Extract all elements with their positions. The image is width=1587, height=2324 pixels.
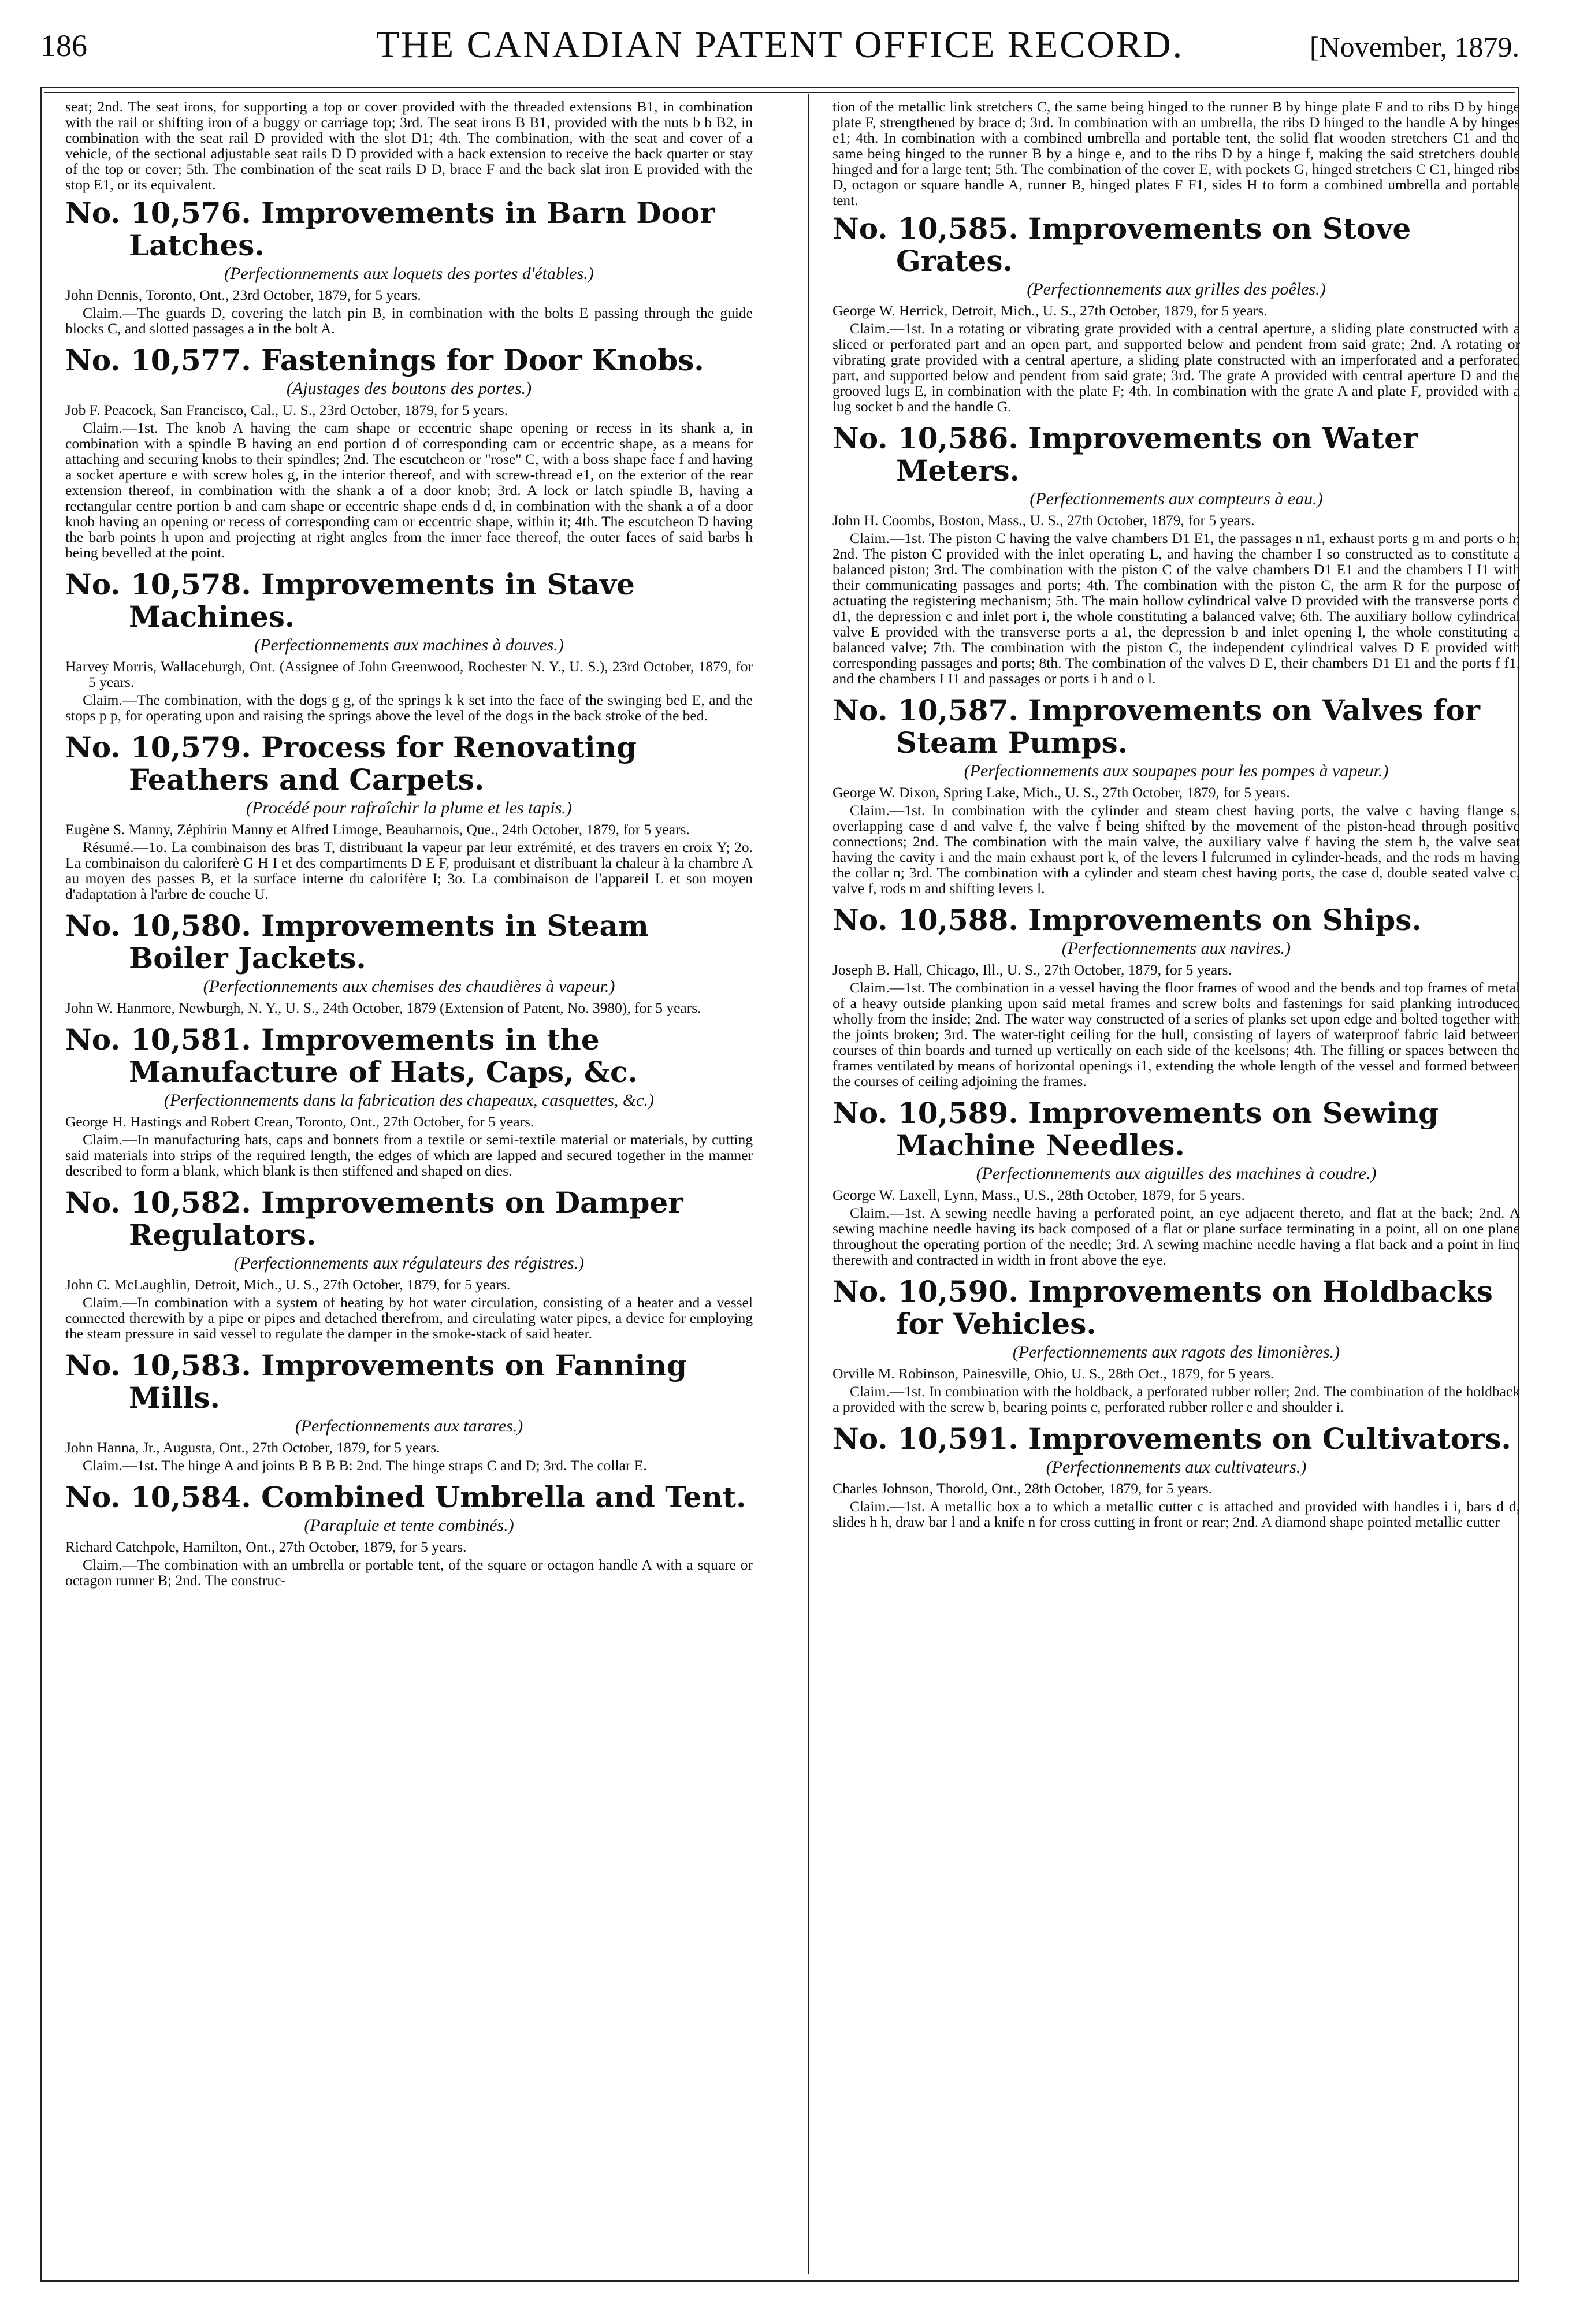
patent-entry: [65, 1349, 753, 1473]
patent-title: No. 10,587. Improvements on Valves for Steam Pumps.: [832, 693, 1481, 760]
patent-entry: [65, 197, 753, 336]
patent-french-title: (Parapluie et tente combinés.): [304, 1516, 514, 1535]
patent-byline: George H. Hastings and Robert Crean, Toronto, Ont., 27th October, for 5 years.: [65, 1113, 534, 1130]
issue-date: [November, 1879.: [1309, 31, 1519, 63]
patent-french-title: (Perfectionnements aux cultivateurs.): [1046, 1457, 1307, 1477]
patent-french-title: (Perfectionnements aux tarares.): [295, 1416, 523, 1436]
patent-french-title: (Perfectionnements aux chemises des chaudières à vapeur.): [203, 977, 615, 996]
patent-title: No. 10,581. Improvements in the Manufacture of Hats, Caps, &c.: [65, 1022, 638, 1089]
patent-byline: Joseph B. Hall, Chicago, Ill., U. S., 27th October, 1879, for 5 years.: [832, 961, 1232, 978]
patent-title: No. 10,585. Improvements on Stove Grates.: [832, 211, 1411, 278]
patent-claim: Claim.—1st. A metallic box a to which a metallic cutter c is attached and provided with handles i i, bars d d, slides h h, draw bar l and a knife n for cross cutting in front or rear; 2nd. A diamond shape pointed metallic cutter: [832, 1498, 1520, 1530]
patent-byline: George W. Herrick, Detroit, Mich., U. S., 27th October, 1879, for 5 years.: [832, 302, 1268, 319]
patent-french-title: (Perfectionnements aux grilles des poêles.): [1027, 280, 1326, 299]
patent-byline: John Hanna, Jr., Augusta, Ont., 27th October, 1879, for 5 years.: [65, 1439, 440, 1456]
patent-byline: John C. McLaughlin, Detroit, Mich., U. S., 27th October, 1879, for 5 years.: [65, 1276, 511, 1293]
patent-title: No. 10,589. Improvements on Sewing Machine Needles.: [832, 1096, 1439, 1162]
right-lead-paragraph: tion of the metallic link stretchers C, the same being hinged to the runner B by hinge plate F and to ribs D by hinge plate F, strengthened by brace d; 3rd. In combination with an umbrella, the ribs D hinged to the handle A by hinges e1; 4th. In combination with a combined umbrella and portable tent, the solid flat wooden stretchers C1 and the same being hinged to the runner B by a hinge e, and to the ribs D by a hinge f, making the said stretchers double hinged and for a large tent; 5th. The combination of the cover E, with pockets G, hinged stretchers C C1, hinged ribs D, octagon or square handle A, runner B, hinged plates F F1, sides H to form a combined umbrella and portable tent.: [832, 99, 1520, 209]
patent-byline: Eugène S. Manny, Zéphirin Manny et Alfred Limoge, Beauharnois, Que., 24th October, 1879, for 5 years.: [65, 821, 690, 838]
patent-title: No. 10,582. Improvements on Damper Regulators.: [65, 1185, 683, 1252]
left-column: [65, 99, 753, 1596]
patent-byline: George W. Dixon, Spring Lake, Mich., U. S., 27th October, 1879, for 5 years.: [832, 784, 1290, 801]
patent-claim: Claim.—The guards D, covering the latch pin B, in combination with the bolts E passing through the guide blocks C, and slotted passages a in the bolt A.: [65, 304, 753, 337]
patent-entry: [65, 344, 753, 560]
patent-french-title: (Ajustages des boutons des portes.): [286, 379, 532, 398]
patent-byline: John W. Hanmore, Newburgh, N. Y., U. S., 24th October, 1879 (Extension of Patent, No. 3980), for 5 years.: [65, 999, 701, 1016]
patent-entry: [65, 1481, 753, 1588]
patent-title: No. 10,586. Improvements on Water Meters.: [832, 421, 1418, 488]
patent-entry: [65, 731, 753, 902]
patent-entry: [832, 1276, 1520, 1415]
publication-title: THE CANADIAN PATENT OFFICE RECORD.: [376, 24, 1184, 66]
patent-entry: [65, 910, 753, 1016]
page-header: [40, 23, 1519, 75]
patent-title: No. 10,577. Fastenings for Door Knobs.: [65, 343, 704, 377]
patent-french-title: (Perfectionnements dans la fabrication des chapeaux, casquettes, &c.): [163, 1091, 655, 1110]
patent-byline: Richard Catchpole, Hamilton, Ont., 27th October, 1879, for 5 years.: [65, 1538, 467, 1555]
patent-claim: Claim.—The combination with an umbrella or portable tent, of the square or octagon handle A with a square or octagon runner B; 2nd. The construc-: [65, 1556, 753, 1589]
patent-entry: [832, 213, 1520, 414]
patent-entry: [832, 1097, 1520, 1267]
patent-entry: [832, 422, 1520, 686]
patent-title: No. 10,576. Improvements in Barn Door Latches.: [65, 196, 715, 262]
patent-french-title: (Procédé pour rafraîchir la plume et les tapis.): [246, 798, 572, 817]
patent-byline: Harvey Morris, Wallaceburgh, Ont. (Assignee of John Greenwood, Rochester N. Y., U. S.), 23rd October, 1879, for 5 years.: [65, 658, 753, 690]
left-lead-paragraph: seat; 2nd. The seat irons, for supporting a top or cover provided with the threaded extensions B1, in combination with the rail or shifting iron of a buggy or carriage top; 3rd. The seat irons B B1, provided with the nuts b b B2, in combination with the seat rail D provided with the slot D1; 4th. The combination, with the seat and cover of a vehicle, of the sectional adjustable seat rails D D provided with a back extension to receive the back quarter or stay of the top or cover; 5th. The combination of the seat rails D D, brace F and the back slat iron E provided with the stop E1, or its equivalent.: [65, 99, 753, 193]
patent-entry: [65, 568, 753, 723]
patent-claim: Claim.—1st. In combination with the cylinder and steam chest having ports, the valve c having flange s, overlapping case d and valve f, the valve f being shifted by the movement of the piston-head through positive connections; 2nd. The combination with the main valve, the auxiliary valve f having the stem h, the valve seat having the cavity i and the main exhaust port k, of the levers l fulcrumed in cylinder-heads, and the rods m having the collar n; 3rd. The combination with a cylinder and steam chest having ports, the case d, double seated valve c, valve f, rods m and shifting levers l.: [832, 802, 1520, 897]
patent-claim: Claim.—The combination, with the dogs g g, of the springs k k set into the face of the swinging bed E, and the stops p p, for operating upon and raising the springs above the level of the dogs in the back stroke of the bed.: [65, 691, 753, 724]
top-rule: [44, 92, 1515, 93]
patent-entry: [65, 1024, 753, 1178]
patent-byline: Charles Johnson, Thorold, Ont., 28th October, 1879, for 5 years.: [832, 1480, 1213, 1497]
patent-claim: Claim.—In manufacturing hats, caps and bonnets from a textile or semi-textile material or materials, by cutting said materials into strips of the required length, the edges of which are lapped and secured together in the manner described to form a blank, which blank is then stiffened and shaped on dies.: [65, 1131, 753, 1179]
patent-french-title: (Perfectionnements aux navires.): [1061, 939, 1291, 958]
patent-claim: Claim.—1st. A sewing needle having a perforated point, an eye adjacent thereto, and flat at the back; 2nd. A sewing machine needle having its back composed of a flat or plane surface terminating in a point, all on one plane throughout the operating portion of the needle; 3rd. A sewing machine needle having a flat back and a point in line therewith and contracted in width in front above the eye.: [832, 1204, 1520, 1268]
patent-title: No. 10,579. Process for Renovating Feathers and Carpets.: [65, 730, 637, 797]
patent-entry: [832, 904, 1520, 1089]
patent-title: No. 10,584. Combined Umbrella and Tent.: [65, 1480, 746, 1514]
patent-french-title: (Perfectionnements aux aiguilles des machines à coudre.): [976, 1164, 1377, 1183]
patent-byline: John Dennis, Toronto, Ont., 23rd October, 1879, for 5 years.: [65, 287, 421, 303]
patent-title: No. 10,578. Improvements in Stave Machines.: [65, 567, 635, 634]
patent-claim: Résumé.—1o. La combinaison des bras T, distribuant la vapeur par leur extrémité, et des travers en croix Y; 2o. La combinaison du caloriferè G H I et des compartiments D E F, produisant et distribuant la chaleur à la chambre A au moyen des passes B, et la surface interne du calorifère I; 3o. La combinaison de l'appareil L et son moyen d'adaptation à l'arbre de couche U.: [65, 839, 753, 902]
left-entries: [65, 197, 753, 1588]
patent-byline: Orville M. Robinson, Painesville, Ohio, U. S., 28th Oct., 1879, for 5 years.: [832, 1365, 1274, 1382]
patent-claim: Claim.—In combination with a system of heating by hot water circulation, consisting of a heater and a vessel connected therewith by a pipe or pipes and detached therefrom, and circulating water pipes, a device for employing the steam pressure in said vessel to regulate the damper in the smoke-stack of said heater.: [65, 1294, 753, 1342]
patent-french-title: (Perfectionnements aux soupapes pour les pompes à vapeur.): [964, 761, 1389, 780]
patent-french-title: (Perfectionnements aux machines à douves.): [254, 635, 564, 655]
patent-entry: [832, 694, 1520, 896]
patent-french-title: (Perfectionnements aux loquets des portes d'étables.): [224, 264, 594, 283]
patent-title: No. 10,591. Improvements on Cultivators.: [832, 1422, 1511, 1456]
patent-claim: Claim.—1st. In combination with the holdback, a perforated rubber roller; 2nd. The combination of the holdback a provided with the screw b, bearing points c, perforated rubber roller e and shoulder i.: [832, 1383, 1520, 1415]
patent-byline: Job F. Peacock, San Francisco, Cal., U. S., 23rd October, 1879, for 5 years.: [65, 401, 508, 418]
column-divider: [808, 94, 809, 2274]
page-number: 186: [40, 28, 87, 63]
patent-french-title: (Perfectionnements aux régulateurs des régistres.): [233, 1254, 585, 1273]
patent-title: No. 10,590. Improvements on Holdbacks for Vehicles.: [832, 1274, 1493, 1341]
patent-french-title: (Perfectionnements aux compteurs à eau.): [1029, 489, 1323, 508]
patent-title: No. 10,583. Improvements on Fanning Mills.: [65, 1348, 687, 1415]
patent-claim: Claim.—1st. The combination in a vessel having the floor frames of wood and the bends and top frames of metal of a heavy outside planking upon said metal frames and screw bolts and fastenings for said planking introduced wholly from the inside; 2nd. The water way constructed of a series of planks set upon edge and bolted together with the joints broken; 3rd. The water-tight ceiling for the hull, consisting of layers of waterproof fabric laid between courses of thin boards and turned up vertically on each side of the keelsons; 4th. The filling or spaces between the frames ventilated by means of horizontal openings i1, extending the whole length of the vessel and formed between the courses of ceiling adjoining the frames.: [832, 979, 1520, 1090]
patent-title: No. 10,580. Improvements in Steam Boiler Jackets.: [65, 909, 649, 975]
patent-claim: Claim.—1st. The hinge A and joints B B B B: 2nd. The hinge straps C and D; 3rd. The collar E.: [83, 1457, 647, 1474]
patent-french-title: (Perfectionnements aux ragots des limonières.): [1012, 1343, 1340, 1362]
patent-byline: George W. Laxell, Lynn, Mass., U.S., 28th October, 1879, for 5 years.: [832, 1187, 1245, 1203]
patent-title: No. 10,588. Improvements on Ships.: [832, 903, 1422, 937]
patent-claim: Claim.—1st. The piston C having the valve chambers D1 E1, the passages n n1, exhaust ports g m and ports o h; 2nd. The piston C provided with the inlet operating L, and having the chamber I so constructed as to constitute a balanced piston; 3rd. The combination with the piston C of the valve chambers D1 E1 and the chambers I I1 with their communicating passages and ports; 4th. The combination with the piston C, the arm R for the purpose of actuating the registering mechanism; 5th. The main hollow cylindrical valve D provided with the transverse ports d d1, the depression c and inlet port i, the whole constituting a balanced valve; 6th. The auxiliary hollow cylindrical valve E provided with the transverse ports a a1, the depression b and inlet opening l, the whole constituting a balanced valve; 7th. The combination with the piston C, the independent cylindrical valves D E provided with corresponding passages and ports; 8th. The combination of the valves D E, their chambers D1 E1 and the ports f f1, and the chambers I I1 and passages or ports i h and o l.: [832, 530, 1520, 687]
page-frame: [40, 87, 1519, 2282]
right-entries: [832, 213, 1520, 1530]
patent-byline: John H. Coombs, Boston, Mass., U. S., 27th October, 1879, for 5 years.: [832, 512, 1255, 529]
patent-claim: Claim.—1st. The knob A having the cam shape or eccentric shape opening or recess in its shank a, in combination with a spindle B having an end portion d of corresponding cam or eccentric shape, as a means for attaching and securing knobs to their spindles; 2nd. The escutcheon or "rose" C, with a boss shape face f and having a socket aperture e with screw holes g, in the interior thereof, and with screw-thread e1, on the exterior of the rear extension thereof, in combination with the shank a of a door knob; 3rd. A lock or latch spindle B, having a rectangular centre portion b and cam shape or eccentric shape ends d d, in combination with the shank a of a door knob having an opening or recess of corresponding cam or eccentric shape, within it; 4th. The escutcheon D having the barb points h upon and projecting at right angles from the inner face thereof, the outer faces of said barbs h being bevelled at the point.: [65, 419, 753, 561]
patent-entry: [832, 1423, 1520, 1530]
patent-entry: [65, 1187, 753, 1341]
patent-claim: Claim.—1st. In a rotating or vibrating grate provided with a central aperture, a sliding plate constructed with a sliced or perforated part and an open part, and supported below and pendent from said grate; 2nd. A rotating or vibrating grate provided with a central aperture, a sliding plate constructed with an imperforated and a perforated part, and supported below and pendent from said grate; 3rd. The grate A provided with central aperture D and the grooved lugs E, in combination with the plate F; 4th. In combination with the grate A and plate F, provided with a lug socket b and the handle G.: [832, 320, 1520, 415]
right-column: [832, 99, 1520, 1538]
